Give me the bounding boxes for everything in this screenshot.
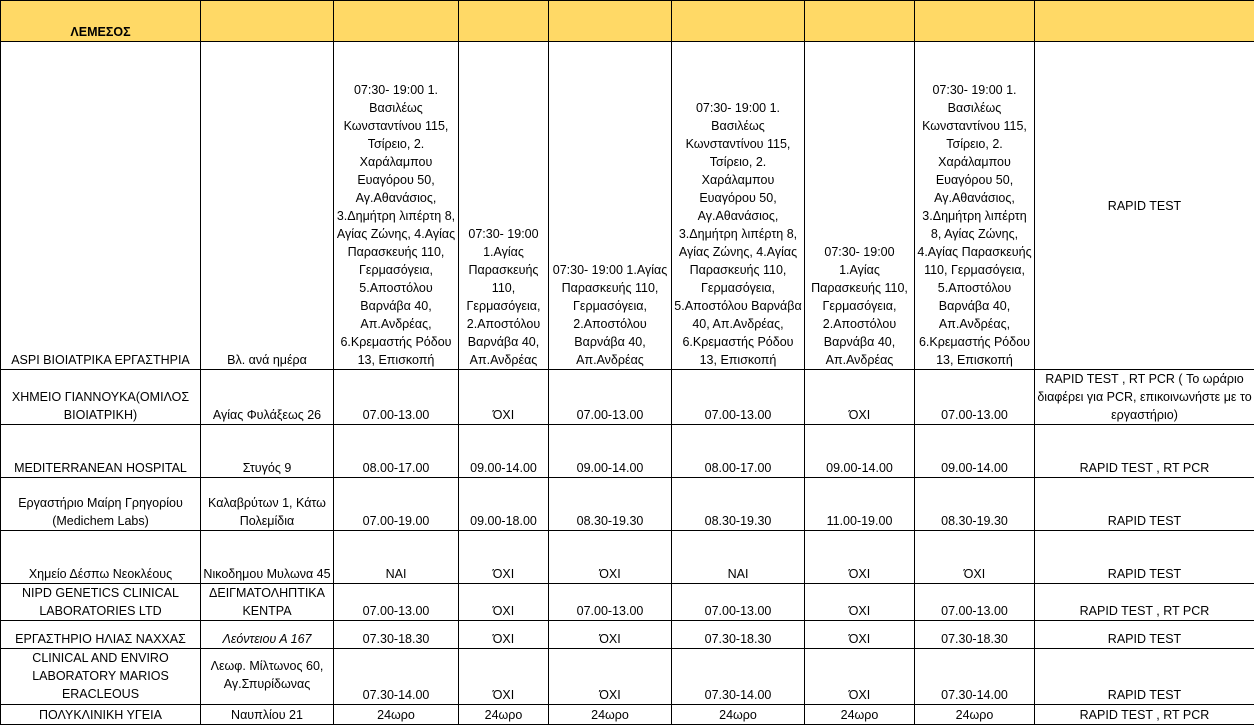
schedule-cell[interactable]: 07:30- 19:00 1.Αγίας Παρασκευής 110, Γερμασόγεια, 2.Αποστόλου Βαρνάβα 40, Απ.Ανδρέας — [805, 42, 915, 370]
schedule-cell[interactable]: 24ωρο — [915, 705, 1035, 725]
schedule-cell[interactable]: 08.00-17.00 — [334, 425, 459, 478]
schedule-cell[interactable]: ΌΧΙ — [459, 621, 549, 649]
header-cell[interactable] — [459, 1, 549, 42]
table-row — [1, 42, 1254, 370]
header-cell[interactable] — [201, 1, 334, 42]
schedule-cell[interactable]: ΌΧΙ — [805, 370, 915, 425]
schedule-cell[interactable]: 07.30-14.00 — [672, 649, 805, 705]
schedule-cell[interactable]: 24ωρο — [672, 705, 805, 725]
header-row — [1, 1, 1254, 42]
schedule-cell[interactable]: 24ωρο — [459, 705, 549, 725]
tests-cell[interactable]: RAPID TEST , RT PCR ( Το ωράριο διαφέρει για PCR, επικοινωνήστε με το εργαστήριο) — [1035, 370, 1254, 425]
schedule-cell[interactable]: ΝΑΙ — [672, 531, 805, 584]
lab-name-cell[interactable]: NIPD GENETICS CLINICAL LABORATORIES LTD — [1, 584, 201, 621]
tests-cell[interactable]: RAPID TEST — [1035, 42, 1254, 370]
table-row — [1, 705, 1254, 725]
schedule-cell[interactable]: 07.30-18.30 — [672, 621, 805, 649]
schedule-cell[interactable]: 11.00-19.00 — [805, 478, 915, 531]
schedule-cell[interactable]: ΌΧΙ — [549, 621, 672, 649]
schedule-cell[interactable]: 09.00-18.00 — [459, 478, 549, 531]
schedule-cell[interactable]: 24ωρο — [549, 705, 672, 725]
schedule-cell[interactable]: ΌΧΙ — [915, 531, 1035, 584]
lab-name-cell[interactable]: ASPI ΒΙΟΙΑΤΡΙΚΑ ΕΡΓΑΣΤΗΡΙΑ — [1, 42, 201, 370]
tests-cell[interactable]: RAPID TEST , RT PCR — [1035, 425, 1254, 478]
schedule-cell[interactable]: 07.30-14.00 — [915, 649, 1035, 705]
lab-name-cell[interactable]: ΕΡΓΑΣΤΗΡΙΟ ΗΛΙΑΣ ΝΑΧΧΑΣ — [1, 621, 201, 649]
schedule-cell[interactable]: 07.00-19.00 — [334, 478, 459, 531]
schedule-cell[interactable]: ΌΧΙ — [805, 584, 915, 621]
lab-name-cell[interactable]: Χημείο Δέσπω Νεοκλέους — [1, 531, 201, 584]
table-row — [1, 649, 1254, 705]
schedule-cell[interactable]: 08.30-19.30 — [549, 478, 672, 531]
address-cell[interactable]: Νικοδημου Μυλωνα 45 — [201, 531, 334, 584]
lab-name-cell[interactable]: Εργαστήριο Μαίρη Γρηγορίου (Medichem Labs) — [1, 478, 201, 531]
tests-cell[interactable]: RAPID TEST — [1035, 478, 1254, 531]
schedule-cell[interactable]: 08.30-19.30 — [915, 478, 1035, 531]
schedule-cell[interactable]: 07:30- 19:00 1.Αγίας Παρασκευής 110, Γερμασόγεια, 2.Αποστόλου Βαρνάβα 40, Απ.Ανδρέας — [549, 42, 672, 370]
schedule-cell[interactable]: 07.00-13.00 — [672, 584, 805, 621]
header-cell[interactable] — [805, 1, 915, 42]
address-cell[interactable]: Στυγός 9 — [201, 425, 334, 478]
lab-name-cell[interactable]: MEDITERRANEAN HOSPITAL — [1, 425, 201, 478]
schedule-cell[interactable]: ΌΧΙ — [549, 531, 672, 584]
lab-name-cell[interactable]: ΧΗΜΕΙΟ ΓΙΑΝΝΟΥΚΑ(ΟΜΙΛΟΣ ΒΙΟΙΑΤΡΙΚΗ) — [1, 370, 201, 425]
address-cell[interactable]: Καλαβρύτων 1, Κάτω Πολεμίδια — [201, 478, 334, 531]
schedule-cell[interactable]: 07:30- 19:00 1. Βασιλέως Κωνσταντίνου 115, Τσίρειο, 2. Χαράλαμπου Ευαγόρου 50, Αγ.Αθανάσιος, 3.Δημήτρη λιπέρτη 8, Αγίας Ζώνης, 4.Αγίας Παρασκευής 110, Γερμασόγεια, 5.Αποστόλου Βαρνάβα 40, Απ.Ανδρέας, 6.Κρεμαστής Ρόδου 13, Επισκοπή — [672, 42, 805, 370]
table-row — [1, 478, 1254, 531]
schedule-cell[interactable]: ΌΧΙ — [805, 531, 915, 584]
schedule-cell[interactable]: 24ωρο — [805, 705, 915, 725]
schedule-cell[interactable]: ΝΑΙ — [334, 531, 459, 584]
schedule-cell[interactable]: 07:30- 19:00 1. Βασιλέως Κωνσταντίνου 115, Τσίρειο, 2. Χαράλαμπου Ευαγόρου 50, Αγ.Αθανάσιος, 3.Δημήτρη λιπέρτη 8, Αγίας Ζώνης, 4.Αγίας Παρασκευής 110, Γερμασόγεια, 5.Αποστόλου Βαρνάβα 40, Απ.Ανδρέας, 6.Κρεμαστής Ρόδου 13, Επισκοπή — [915, 42, 1035, 370]
schedule-cell[interactable]: 08.30-19.30 — [672, 478, 805, 531]
schedule-cell[interactable]: 07.00-13.00 — [915, 584, 1035, 621]
schedule-cell[interactable]: 07:30- 19:00 1.Αγίας Παρασκευής 110, Γερμασόγεια, 2.Αποστόλου Βαρνάβα 40, Απ.Ανδρέας — [459, 42, 549, 370]
address-cell[interactable]: Λεόντειου Α 167 — [201, 621, 334, 649]
schedule-cell[interactable]: 07.00-13.00 — [915, 370, 1035, 425]
lab-name-cell[interactable]: ΠΟΛΥΚΛΙΝΙΚΗ ΥΓΕΙΑ — [1, 705, 201, 725]
schedule-cell[interactable]: 07.00-13.00 — [549, 584, 672, 621]
table-row — [1, 531, 1254, 584]
schedule-cell[interactable]: 09.00-14.00 — [915, 425, 1035, 478]
schedule-cell[interactable]: 09.00-14.00 — [459, 425, 549, 478]
tests-cell[interactable]: RAPID TEST , RT PCR — [1035, 584, 1254, 621]
header-cell[interactable] — [1035, 1, 1254, 42]
tests-cell[interactable]: RAPID TEST — [1035, 649, 1254, 705]
schedule-cell[interactable]: ΌΧΙ — [805, 649, 915, 705]
table-row — [1, 370, 1254, 425]
schedule-cell[interactable]: 07.00-13.00 — [334, 584, 459, 621]
header-cell[interactable] — [549, 1, 672, 42]
tests-cell[interactable]: RAPID TEST , RT PCR — [1035, 705, 1254, 725]
address-cell[interactable]: Αγίας Φυλάξεως 26 — [201, 370, 334, 425]
schedule-cell[interactable]: ΌΧΙ — [459, 531, 549, 584]
schedule-cell[interactable]: ΌΧΙ — [549, 649, 672, 705]
schedule-cell[interactable]: 09.00-14.00 — [549, 425, 672, 478]
address-cell[interactable]: Ναυπλίου 21 — [201, 705, 334, 725]
schedule-cell[interactable]: ΌΧΙ — [459, 584, 549, 621]
schedule-cell[interactable]: 07.00-13.00 — [549, 370, 672, 425]
header-cell[interactable] — [672, 1, 805, 42]
address-cell[interactable]: ΔΕΙΓΜΑΤΟΛΗΠΤΙΚΑ ΚΕΝΤΡΑ — [201, 584, 334, 621]
schedule-cell[interactable]: 09.00-14.00 — [805, 425, 915, 478]
header-cell[interactable] — [915, 1, 1035, 42]
schedule-cell[interactable]: ΌΧΙ — [805, 621, 915, 649]
schedule-cell[interactable]: 07:30- 19:00 1. Βασιλέως Κωνσταντίνου 115, Τσίρειο, 2. Χαράλαμπου Ευαγόρου 50, Αγ.Αθανάσιος, 3.Δημήτρη λιπέρτη 8, Αγίας Ζώνης, 4.Αγίας Παρασκευής 110, Γερμασόγεια, 5.Αποστόλου Βαρνάβα 40, Απ.Ανδρέας, 6.Κρεμαστής Ρόδου 13, Επισκοπή — [334, 42, 459, 370]
region-header-cell[interactable]: ΛΕΜΕΣΟΣ — [1, 1, 201, 42]
lab-name-cell[interactable]: CLINICAL AND ENVIRO LABORATORY MARIOS ERACLEOUS — [1, 649, 201, 705]
schedule-cell[interactable]: 07.30-14.00 — [334, 649, 459, 705]
table-row — [1, 584, 1254, 621]
tests-cell[interactable]: RAPID TEST — [1035, 531, 1254, 584]
tests-cell[interactable]: RAPID TEST — [1035, 621, 1254, 649]
table-row — [1, 621, 1254, 649]
schedule-cell[interactable]: 07.00-13.00 — [334, 370, 459, 425]
schedule-cell[interactable]: 07.30-18.30 — [334, 621, 459, 649]
address-cell[interactable]: Βλ. ανά ημέρα — [201, 42, 334, 370]
schedule-cell[interactable]: 07.30-18.30 — [915, 621, 1035, 649]
schedule-cell[interactable]: 08.00-17.00 — [672, 425, 805, 478]
address-cell[interactable]: Λεωφ. Μίλτωνος 60, Αγ.Σπυρίδωνας — [201, 649, 334, 705]
table-row — [1, 425, 1254, 478]
header-cell[interactable] — [334, 1, 459, 42]
schedule-cell[interactable]: ΌΧΙ — [459, 649, 549, 705]
schedule-cell[interactable]: 07.00-13.00 — [672, 370, 805, 425]
schedule-cell[interactable]: ΌΧΙ — [459, 370, 549, 425]
schedule-cell[interactable]: 24ωρο — [334, 705, 459, 725]
